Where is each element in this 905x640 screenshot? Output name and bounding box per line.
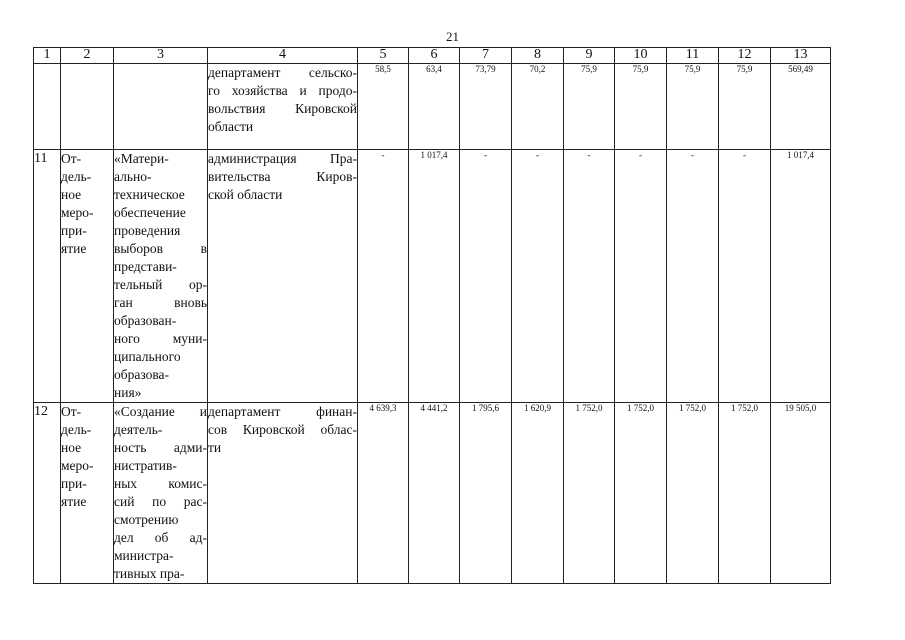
year-value: 73,79 — [460, 64, 512, 150]
year-value: 75,9 — [719, 64, 771, 150]
name-line: смотрению — [114, 512, 179, 527]
name-line: деятель- — [114, 422, 163, 437]
col-header: 4 — [208, 48, 358, 64]
name-line: министра- — [114, 548, 174, 563]
kind-line: меро- — [61, 205, 94, 220]
name-line: сий по рас- — [114, 494, 207, 509]
executor — [208, 150, 358, 403]
table-row — [34, 403, 831, 584]
year-value: 1 620,9 — [512, 403, 564, 584]
activity-type — [61, 150, 114, 403]
name-line: образова- — [114, 367, 170, 382]
col-header: 3 — [114, 48, 208, 64]
col-header: 2 — [61, 48, 114, 64]
kind-line: дель- — [61, 169, 92, 184]
kind-line: при- — [61, 223, 87, 238]
executor — [208, 64, 358, 150]
executor-line: сов Кировской облас- — [208, 422, 357, 437]
activity-name — [114, 150, 208, 403]
year-value: - — [564, 150, 615, 403]
name-line: ган вновь — [114, 295, 207, 310]
year-value: - — [615, 150, 667, 403]
table-row — [34, 150, 831, 403]
col-header: 11 — [667, 48, 719, 64]
executor-line: департамент финан- — [208, 404, 357, 419]
executor-line: области — [208, 119, 254, 134]
name-line: ально- — [114, 169, 152, 184]
year-value: 1 752,0 — [667, 403, 719, 584]
table-row — [34, 64, 831, 150]
year-value: 4 639,3 — [358, 403, 409, 584]
col-header: 7 — [460, 48, 512, 64]
year-value: - — [460, 150, 512, 403]
total-value: 1 017,4 — [771, 150, 831, 403]
name-line: техническое — [114, 187, 185, 202]
name-line: представи- — [114, 259, 177, 274]
year-value: 75,9 — [564, 64, 615, 150]
name-line: «Матери- — [114, 151, 169, 166]
name-line: тивных пра- — [114, 566, 185, 581]
name-line: обеспечение — [114, 205, 186, 220]
header-row — [34, 48, 831, 64]
executor-line: го хозяйства и продо- — [208, 83, 357, 98]
kind-line: дель- — [61, 422, 92, 437]
kind-line: От- — [61, 404, 82, 419]
name-line: «Создание и — [114, 404, 207, 419]
col-header: 5 — [358, 48, 409, 64]
executor-line: департамент сельско- — [208, 65, 357, 80]
program-table — [33, 47, 831, 584]
col-header: 8 — [512, 48, 564, 64]
row-number: 11 — [34, 150, 61, 403]
year-value: 70,2 — [512, 64, 564, 150]
year-value: - — [719, 150, 771, 403]
col-header: 9 — [564, 48, 615, 64]
executor-line: ти — [208, 440, 222, 455]
total-value: 19 505,0 — [771, 403, 831, 584]
year-value: - — [512, 150, 564, 403]
name-line: нистратив- — [114, 458, 177, 473]
year-value: 63,4 — [409, 64, 460, 150]
kind-line: ное — [61, 187, 82, 202]
year-value: 1 795,6 — [460, 403, 512, 584]
name-line: тельный ор- — [114, 277, 207, 292]
name-line: ципального — [114, 349, 181, 364]
year-value: 1 752,0 — [615, 403, 667, 584]
executor — [208, 403, 358, 584]
name-line: ных комис- — [114, 476, 207, 491]
kind-line: меро- — [61, 458, 94, 473]
activity-type — [61, 64, 114, 150]
col-header: 1 — [34, 48, 61, 64]
name-line: ния» — [114, 385, 142, 400]
year-value: 4 441,2 — [409, 403, 460, 584]
year-value: - — [667, 150, 719, 403]
kind-line: при- — [61, 476, 87, 491]
page-number: 21 — [446, 29, 459, 44]
year-value: 58,5 — [358, 64, 409, 150]
name-line: выборов в — [114, 241, 207, 256]
total-value: 569,49 — [771, 64, 831, 150]
activity-name — [114, 403, 208, 584]
kind-line: ятие — [61, 494, 87, 509]
name-line: ного муни- — [114, 331, 207, 346]
activity-type — [61, 403, 114, 584]
name-line: ность адми- — [114, 440, 207, 455]
kind-line: ное — [61, 440, 82, 455]
executor-line: вольствия Кировской — [208, 101, 357, 116]
col-header: 10 — [615, 48, 667, 64]
activity-name — [114, 64, 208, 150]
col-header: 13 — [771, 48, 831, 64]
executor-line: вительства Киров- — [208, 169, 357, 184]
year-value: 75,9 — [667, 64, 719, 150]
kind-line: От- — [61, 151, 82, 166]
row-number — [34, 64, 61, 150]
year-value: - — [358, 150, 409, 403]
name-line: проведения — [114, 223, 181, 238]
row-number: 12 — [34, 403, 61, 584]
col-header: 12 — [719, 48, 771, 64]
executor-line: ской области — [208, 187, 283, 202]
col-header: 6 — [409, 48, 460, 64]
name-line: дел об ад- — [114, 530, 207, 545]
name-line: образован- — [114, 313, 177, 328]
executor-line: администрация Пра- — [208, 151, 357, 166]
year-value: 1 017,4 — [409, 150, 460, 403]
year-value: 1 752,0 — [564, 403, 615, 584]
year-value: 1 752,0 — [719, 403, 771, 584]
kind-line: ятие — [61, 241, 87, 256]
year-value: 75,9 — [615, 64, 667, 150]
